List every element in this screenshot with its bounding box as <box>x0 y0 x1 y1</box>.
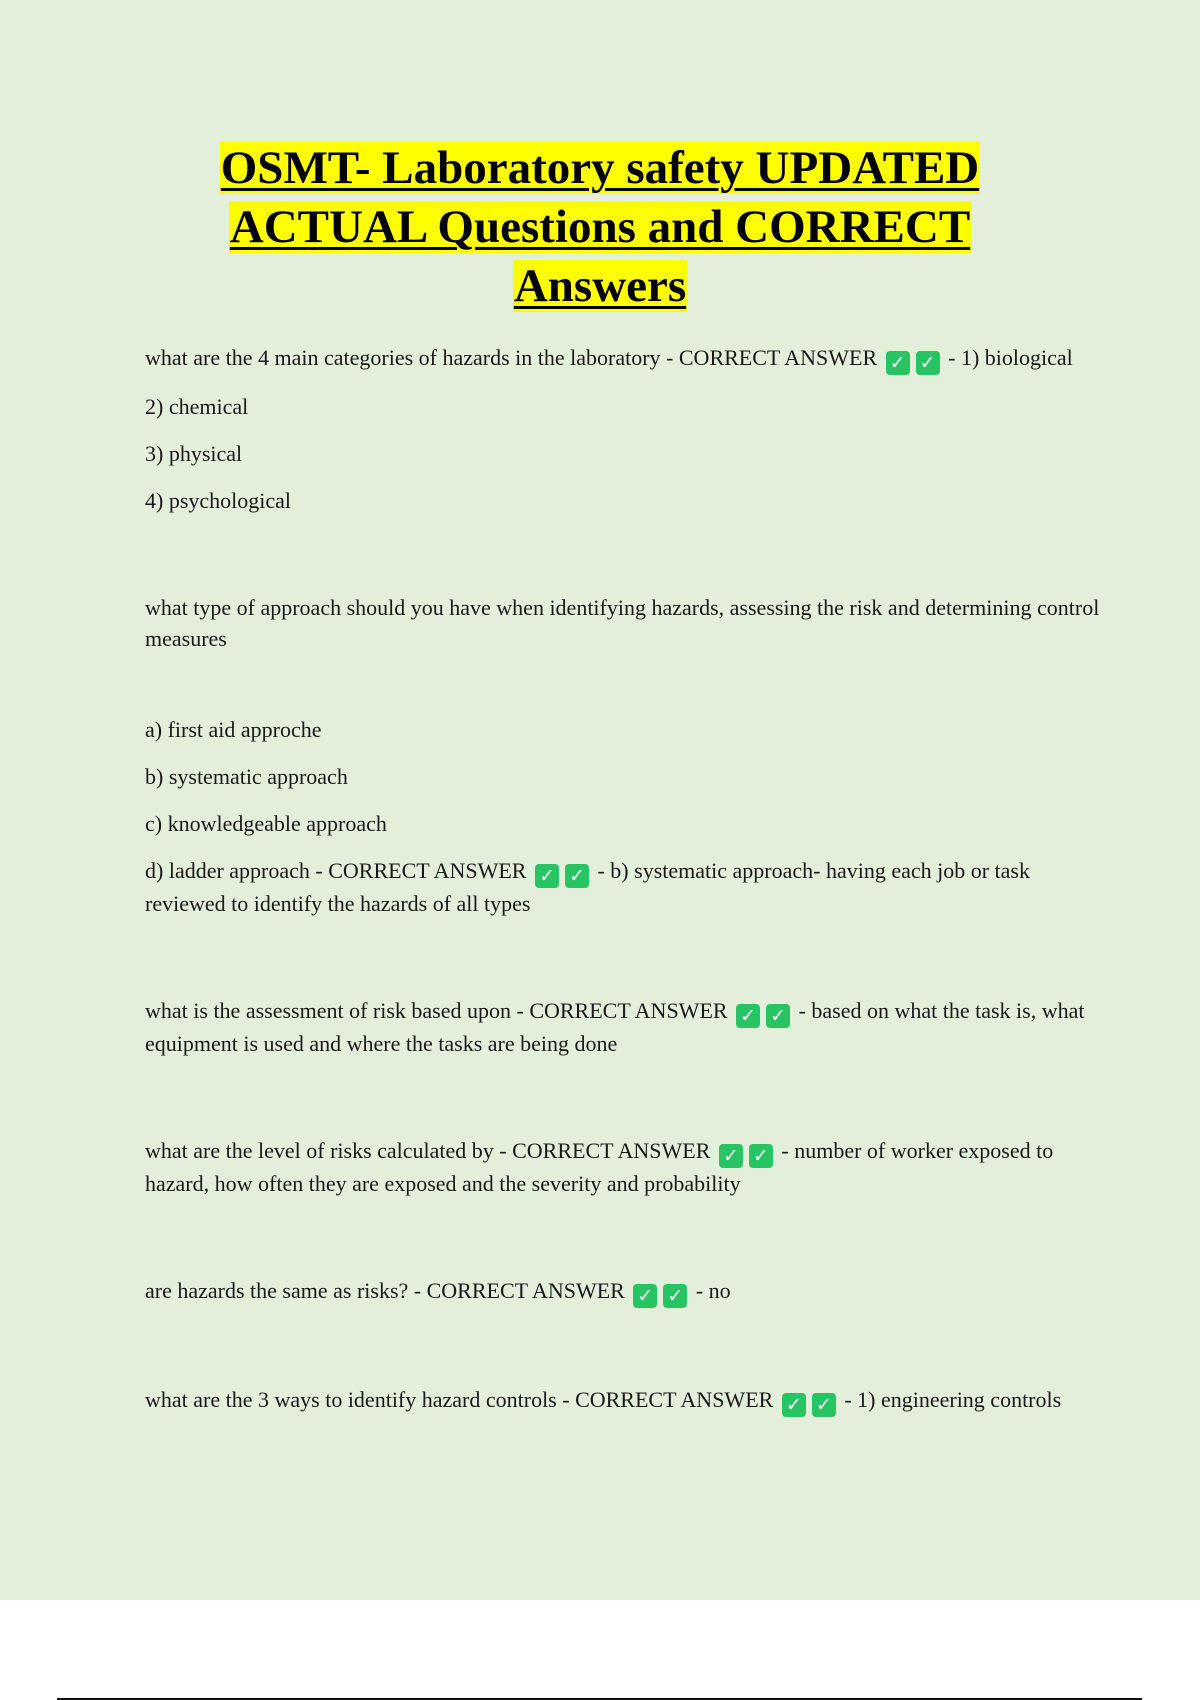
document-title <box>0 142 1200 319</box>
check-mark-icon: ✓ <box>565 864 589 888</box>
question-text: what are the 3 ways to identify hazard controls - CORRECT ANSWER <box>145 1387 774 1412</box>
check-mark-icon: ✓ <box>886 351 910 375</box>
title-line: OSMT- Laboratory safety UPDATED <box>220 142 980 194</box>
qa-item <box>145 1275 1100 1308</box>
check-mark-icon: ✓ <box>736 1004 760 1028</box>
check-mark-icon: ✓ <box>766 1004 790 1028</box>
check-mark-icon: ✓ <box>633 1284 657 1308</box>
answer-text: - based on what the task is, what equipment is used and where the tasks are being done <box>145 998 1085 1056</box>
check-mark-icon: ✓ <box>916 351 940 375</box>
qa-content <box>145 342 1100 1433</box>
question-text: what is the assessment of risk based upon - CORRECT ANSWER <box>145 998 728 1023</box>
option-item: a) first aid approche <box>145 717 322 742</box>
answer-text: - 1) biological <box>948 345 1073 370</box>
qa-item <box>145 342 1100 375</box>
qa-item <box>145 995 1100 1059</box>
question-text: what are the 4 main categories of hazards in the laboratory - CORRECT ANSWER <box>145 345 878 370</box>
answer-text: - number of worker exposed to hazard, how often they are exposed and the severity and probability <box>145 1138 1054 1196</box>
option-item: c) knowledgeable approach <box>145 811 387 836</box>
answer-text: - 1) engineering controls <box>844 1387 1062 1412</box>
check-mark-icon: ✓ <box>535 864 559 888</box>
option-item: b) systematic approach <box>145 764 348 789</box>
title-line: Answers <box>513 260 687 312</box>
check-mark-icon: ✓ <box>812 1393 836 1417</box>
qa-item <box>145 1135 1100 1199</box>
answer-text: - no <box>695 1278 731 1303</box>
title-line: ACTUAL Questions and CORRECT <box>229 201 971 253</box>
answer-text: - b) systematic approach- having each job or task reviewed to identify the hazards of all types <box>145 858 1030 916</box>
check-mark-icon: ✓ <box>663 1284 687 1308</box>
qa-item <box>145 855 1100 919</box>
check-mark-icon: ✓ <box>719 1144 743 1168</box>
question-text: what type of approach should you have when identifying hazards, assessing the risk and determining control measures <box>145 595 1100 651</box>
check-mark-icon: ✓ <box>782 1393 806 1417</box>
question-text: what are the level of risks calculated by - CORRECT ANSWER <box>145 1138 711 1163</box>
answer-list-item: 2) chemical <box>145 394 249 419</box>
check-mark-icon: ✓ <box>749 1144 773 1168</box>
option-item: d) ladder approach - CORRECT ANSWER <box>145 858 527 883</box>
question-text: are hazards the same as risks? - CORRECT ANSWER <box>145 1278 625 1303</box>
qa-item <box>145 1384 1100 1417</box>
answer-list-item: 4) psychological <box>145 488 292 513</box>
answer-list-item: 3) physical <box>145 441 243 466</box>
